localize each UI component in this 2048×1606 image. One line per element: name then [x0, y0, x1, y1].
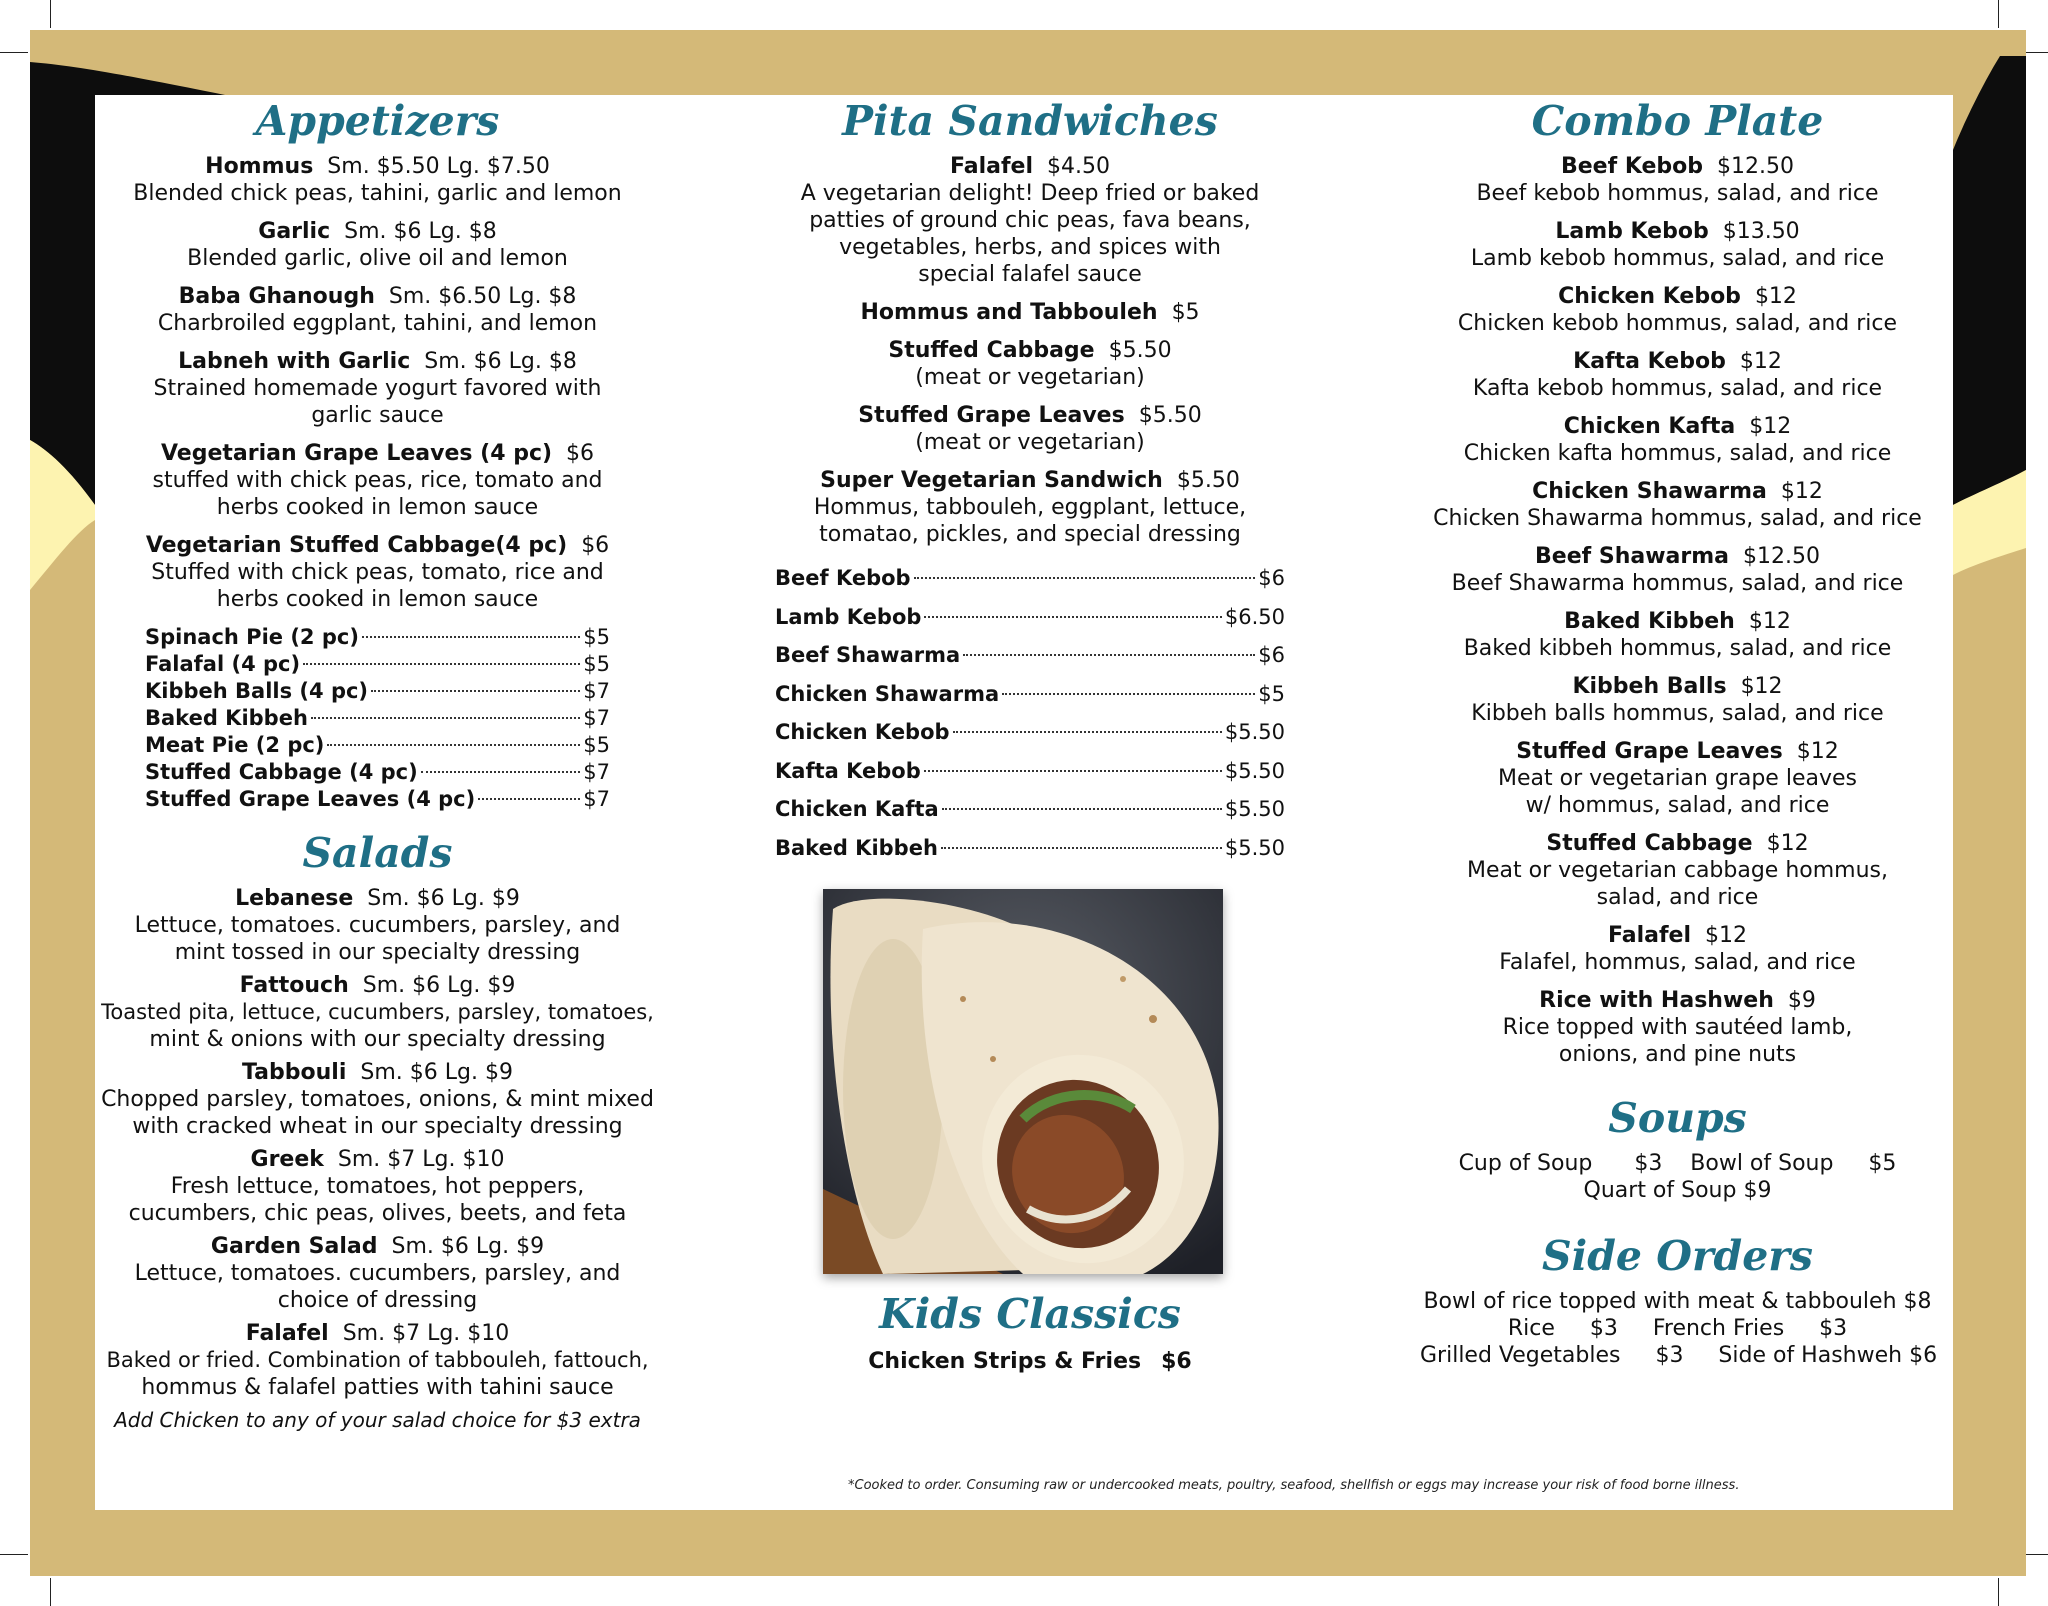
menu-item	[1420, 218, 1935, 272]
item-price: $12	[1766, 831, 1809, 856]
menu-item	[100, 1233, 655, 1314]
item-price: $5.50	[1108, 338, 1172, 363]
item-description: Hommus, tabbouleh, eggplant, lettuce,	[813, 495, 1247, 520]
item-name: Hommus and Tabbouleh	[860, 300, 1158, 325]
item-description: Fresh lettuce, tomatoes, hot peppers,	[170, 1174, 585, 1199]
item-name: Garlic	[258, 219, 331, 244]
dot-leader	[924, 770, 1222, 772]
item-description: Charbroiled eggplant, tahini, and lemon	[157, 311, 598, 336]
item-price: $12	[1780, 479, 1823, 504]
item-description: Strained homemade yogurt favored with	[153, 376, 602, 401]
item-name: Greek	[250, 1147, 324, 1172]
dot-leader	[1002, 693, 1255, 695]
salad-addon-note: Add Chicken to any of your salad choice for $3 extra	[114, 1408, 641, 1432]
item-description: cucumbers, chic peas, olives, beets, and feta	[128, 1201, 627, 1226]
item-price: $7	[583, 760, 610, 784]
list-item	[145, 678, 610, 705]
item-name: Kibbeh Balls (4 pc)	[145, 679, 369, 703]
list-item	[145, 624, 610, 651]
item-name: Chicken Kebob	[775, 720, 950, 744]
item-price: $5.50	[1224, 758, 1285, 783]
list-item	[145, 651, 610, 678]
item-name: Meat Pie (2 pc)	[145, 733, 325, 757]
item-name: Baba Ghanough	[178, 284, 375, 309]
list-item	[145, 786, 610, 813]
menu-item	[1420, 478, 1935, 532]
soup-prices: Quart of Soup $9	[1583, 1178, 1772, 1203]
menu-item	[100, 972, 655, 1053]
item-description: Lamb kebob hommus, salad, and rice	[1470, 246, 1885, 271]
item-name: Super Vegetarian Sandwich	[820, 468, 1163, 493]
item-name: Stuffed Cabbage	[888, 338, 1095, 363]
item-name: Fattouch	[239, 973, 349, 998]
item-description: Falafel, hommus, salad, and rice	[1499, 950, 1856, 975]
dot-leader	[311, 717, 580, 719]
appetizers-heading: Appetizers	[255, 97, 500, 145]
menu-item	[765, 337, 1295, 391]
item-price: $5	[583, 652, 610, 676]
item-price: $5	[1258, 681, 1285, 706]
item-name: Chicken Strips & Fries	[868, 1349, 1142, 1374]
item-description: A vegetarian delight! Deep fried or baked	[800, 181, 1260, 206]
item-name: Falafel	[245, 1321, 329, 1346]
item-price: Sm. $6 Lg. $9	[362, 973, 516, 998]
item-name: Garden Salad	[210, 1234, 378, 1259]
item-description: Chicken kebob hommus, salad, and rice	[1457, 311, 1898, 336]
menu-item	[100, 1146, 655, 1227]
item-price: $12	[1754, 284, 1797, 309]
menu-item	[100, 348, 655, 429]
item-description: salad, and rice	[1596, 885, 1759, 910]
item-name: Stuffed Cabbage	[1546, 831, 1753, 856]
item-name: Hommus	[205, 154, 314, 179]
item-description: with cracked wheat in our specialty dressing	[132, 1114, 623, 1139]
list-item	[775, 713, 1285, 752]
item-description: Baked kibbeh hommus, salad, and rice	[1463, 636, 1892, 661]
item-description: Kibbeh balls hommus, salad, and rice	[1471, 701, 1884, 726]
item-price: Sm. $6.50 Lg. $8	[388, 284, 577, 309]
item-price: Sm. $6 Lg. $9	[367, 886, 520, 911]
list-item	[775, 636, 1285, 675]
item-description: Blended garlic, olive oil and lemon	[187, 246, 568, 271]
menu-item	[1420, 738, 1935, 819]
item-price: $7	[583, 706, 610, 730]
item-name: Stuffed Cabbage (4 pc)	[145, 760, 418, 784]
item-price: $5.50	[1138, 403, 1202, 428]
item-name: Beef Kebob	[775, 566, 911, 590]
menu-item	[100, 1059, 655, 1140]
item-price: $12	[1796, 739, 1839, 764]
item-description: tomatao, pickles, and special dressing	[819, 522, 1241, 547]
dot-leader	[942, 808, 1222, 810]
item-price: $12	[1748, 609, 1791, 634]
item-name: Kibbeh Balls	[1572, 674, 1727, 699]
item-description: special falafel sauce	[918, 262, 1142, 287]
item-name: Kafta Kebob	[775, 758, 921, 783]
item-name: Stuffed Grape Leaves	[858, 403, 1125, 428]
item-price: $5	[583, 625, 610, 649]
item-description: Chicken Shawarma hommus, salad, and rice	[1433, 506, 1922, 531]
item-name: Lebanese	[235, 886, 354, 911]
item-description: Meat or vegetarian cabbage hommus,	[1467, 858, 1888, 883]
menu-item	[100, 532, 655, 613]
item-price: Sm. $7 Lg. $10	[342, 1321, 510, 1346]
menu-item	[765, 153, 1295, 288]
item-name: Chicken Shawarma	[1532, 479, 1767, 504]
dot-leader	[421, 771, 581, 773]
list-item	[775, 790, 1285, 829]
item-price: $7	[583, 679, 610, 703]
item-name: Vegetarian Grape Leaves (4 pc)	[160, 441, 553, 466]
item-price: Sm. $7 Lg. $10	[337, 1147, 505, 1172]
item-description: hommus & falafel patties with tahini sauce	[141, 1375, 614, 1400]
middle-column	[765, 95, 1295, 1386]
menu-item	[100, 885, 655, 966]
item-description: Kafta kebob hommus, salad, and rice	[1472, 376, 1883, 401]
item-price: $4.50	[1047, 154, 1110, 179]
item-name: Falafel	[1607, 923, 1691, 948]
item-price: $12	[1705, 923, 1747, 948]
item-price: $5.50	[1224, 797, 1285, 821]
item-price: $6	[1258, 643, 1285, 667]
pita-sandwiches-heading: Pita Sandwiches	[842, 97, 1218, 145]
item-description: mint tossed in our specialty dressing	[174, 940, 581, 965]
item-price: $13.50	[1722, 219, 1800, 244]
item-name: Rice with Hashweh	[1539, 988, 1774, 1013]
menu-item	[1420, 830, 1935, 911]
dot-leader	[941, 847, 1222, 849]
item-price: $12	[1739, 349, 1782, 374]
item-description: onions, and pine nuts	[1558, 1042, 1797, 1067]
menu-item	[765, 1348, 1295, 1375]
item-description: w/ hommus, salad, and rice	[1525, 793, 1830, 818]
dot-leader	[362, 636, 580, 638]
item-description: (meat or vegetarian)	[915, 430, 1145, 455]
item-name: Stuffed Grape Leaves (4 pc)	[145, 787, 476, 811]
item-name: Chicken Kebob	[1558, 284, 1741, 309]
dot-leader	[924, 616, 1221, 618]
item-name: Chicken Kafta	[775, 797, 939, 821]
item-name: Beef Shawarma	[775, 643, 961, 667]
list-item	[145, 759, 610, 786]
item-description: Stuffed with chick peas, tomato, rice and	[151, 560, 604, 585]
list-item	[775, 829, 1285, 868]
right-column	[1420, 95, 1938, 1369]
combo-plate-heading: Combo Plate	[1531, 97, 1824, 145]
item-description: Chicken kafta hommus, salad, and rice	[1463, 441, 1892, 466]
item-description: herbs cooked in lemon sauce	[216, 587, 539, 612]
item-name: Lamb Kebob	[1555, 219, 1709, 244]
left-column	[100, 95, 655, 1433]
menu-item	[765, 467, 1295, 548]
dot-leader	[303, 663, 580, 665]
menu-item	[765, 402, 1295, 456]
item-name: Falafal (4 pc)	[145, 652, 301, 676]
item-description: Beef kebob hommus, salad, and rice	[1476, 181, 1879, 206]
menu-item	[1420, 987, 1935, 1068]
item-name: Baked Kibbeh	[775, 835, 938, 860]
item-description: vegetables, herbs, and spices with	[839, 235, 1221, 260]
item-description: Blended chick peas, tahini, garlic and lemon	[133, 181, 622, 206]
item-name: Tabbouli	[242, 1060, 347, 1085]
item-description: Rice topped with sautéed lamb,	[1502, 1015, 1853, 1040]
soup-prices: Cup of Soup $3 Bowl of Soup $5	[1458, 1151, 1897, 1176]
item-price: $12.50	[1717, 154, 1795, 179]
item-description: herbs cooked in lemon sauce	[216, 495, 539, 520]
item-name: Baked Kibbeh	[145, 706, 308, 730]
item-price: $5.50	[1224, 835, 1285, 860]
menu-item	[1420, 348, 1935, 402]
wrap-sandwich-photo	[823, 889, 1223, 1274]
item-description: Toasted pita, lettuce, cucumbers, parsley, tomatoes,	[101, 1000, 654, 1024]
item-price: $6	[1258, 566, 1285, 590]
item-price: $6	[581, 533, 610, 558]
item-price: $9	[1787, 988, 1816, 1013]
menu-item	[765, 299, 1295, 326]
item-description: Lettuce, tomatoes. cucumbers, parsley, and	[134, 913, 621, 938]
item-description: (meat or vegetarian)	[915, 365, 1145, 390]
list-item	[145, 732, 610, 759]
side-orders-heading: Side Orders	[1542, 1232, 1813, 1280]
item-description: Chopped parsley, tomatoes, onions, & mint mixed	[101, 1087, 654, 1112]
menu-item	[100, 1320, 655, 1401]
list-item	[775, 559, 1285, 598]
soups-heading: Soups	[1608, 1094, 1747, 1142]
item-price: $6.50	[1224, 604, 1285, 629]
menu-item	[1420, 413, 1935, 467]
item-name: Chicken Kafta	[1563, 414, 1736, 439]
appetizer-price-list	[145, 624, 610, 813]
item-price: $5.50	[1224, 720, 1285, 744]
item-name: Chicken Shawarma	[775, 681, 1000, 706]
item-name: Vegetarian Stuffed Cabbage(4 pc)	[145, 533, 568, 558]
side-order-prices: Grilled Vegetables $3 Side of Hashweh $6	[1420, 1343, 1938, 1368]
item-name: Beef Kebob	[1560, 154, 1704, 179]
menu-item	[1420, 153, 1935, 207]
list-item	[775, 752, 1285, 791]
list-item	[775, 598, 1285, 637]
item-price: Sm. $6 Lg. $8	[424, 349, 577, 374]
list-item	[145, 705, 610, 732]
dot-leader	[963, 654, 1255, 656]
item-price: $5	[1171, 300, 1200, 325]
item-price: $12	[1740, 674, 1783, 699]
dot-leader	[371, 690, 580, 692]
item-price: $5	[583, 733, 610, 757]
item-price: $12	[1749, 414, 1792, 439]
menu-item	[100, 283, 655, 337]
menu-item	[1420, 673, 1935, 727]
item-name: Lamb Kebob	[775, 604, 922, 629]
dot-leader	[478, 798, 580, 800]
food-safety-footnote: *Cooked to order. Consuming raw or undercooked meats, poultry, seafood, shellfish or eggs may increase your risk of food borne illness.	[848, 1478, 1740, 1493]
item-price: $7	[583, 787, 610, 811]
menu-item	[1420, 922, 1935, 976]
item-price: $5.50	[1176, 468, 1240, 493]
side-order-prices: Rice $3 French Fries $3	[1507, 1316, 1848, 1341]
item-description: mint & onions with our specialty dressing	[149, 1027, 606, 1052]
item-description: patties of ground chic peas, fava beans,	[809, 208, 1251, 233]
item-price: Sm. $5.50 Lg. $7.50	[327, 154, 550, 179]
item-name: Labneh with Garlic	[178, 349, 411, 374]
item-price: $12.50	[1743, 544, 1820, 569]
item-price: Sm. $6 Lg. $9	[391, 1234, 545, 1259]
dot-leader	[953, 731, 1222, 733]
pita-price-list	[775, 559, 1285, 867]
item-description: choice of dressing	[277, 1288, 478, 1313]
item-name: Kafta Kebob	[1573, 349, 1726, 374]
menu-item	[100, 218, 655, 272]
item-name: Spinach Pie (2 pc)	[145, 625, 359, 649]
item-name: Beef Shawarma	[1535, 544, 1729, 569]
item-description: Meat or vegetarian grape leaves	[1498, 766, 1857, 791]
item-description: Lettuce, tomatoes. cucumbers, parsley, and	[134, 1261, 621, 1286]
menu-item	[1420, 543, 1935, 597]
item-name: Baked Kibbeh	[1564, 609, 1735, 634]
item-price: Sm. $6 Lg. $9	[360, 1060, 513, 1085]
list-item	[775, 675, 1285, 714]
item-description: stuffed with chick peas, rice, tomato and	[152, 468, 603, 493]
menu-item	[1420, 608, 1935, 662]
dot-leader	[914, 577, 1256, 579]
item-price: $6	[1161, 1349, 1192, 1374]
side-order-prices: Bowl of rice topped with meat & tabbouleh $8	[1423, 1289, 1932, 1314]
item-description: Beef Shawarma hommus, salad, and rice	[1451, 571, 1904, 596]
menu-item	[100, 440, 655, 521]
dot-leader	[327, 744, 580, 746]
item-name: Falafel	[950, 154, 1034, 179]
salads-heading: Salads	[302, 829, 453, 877]
item-description: garlic sauce	[311, 403, 444, 428]
menu-item	[100, 153, 655, 207]
item-description: Baked or fried. Combination of tabbouleh, fattouch,	[106, 1348, 649, 1372]
kids-classics-heading: Kids Classics	[879, 1290, 1181, 1338]
item-price: $6	[566, 441, 595, 466]
item-price: Sm. $6 Lg. $8	[344, 219, 497, 244]
menu-item	[1420, 283, 1935, 337]
item-name: Stuffed Grape Leaves	[1516, 739, 1783, 764]
